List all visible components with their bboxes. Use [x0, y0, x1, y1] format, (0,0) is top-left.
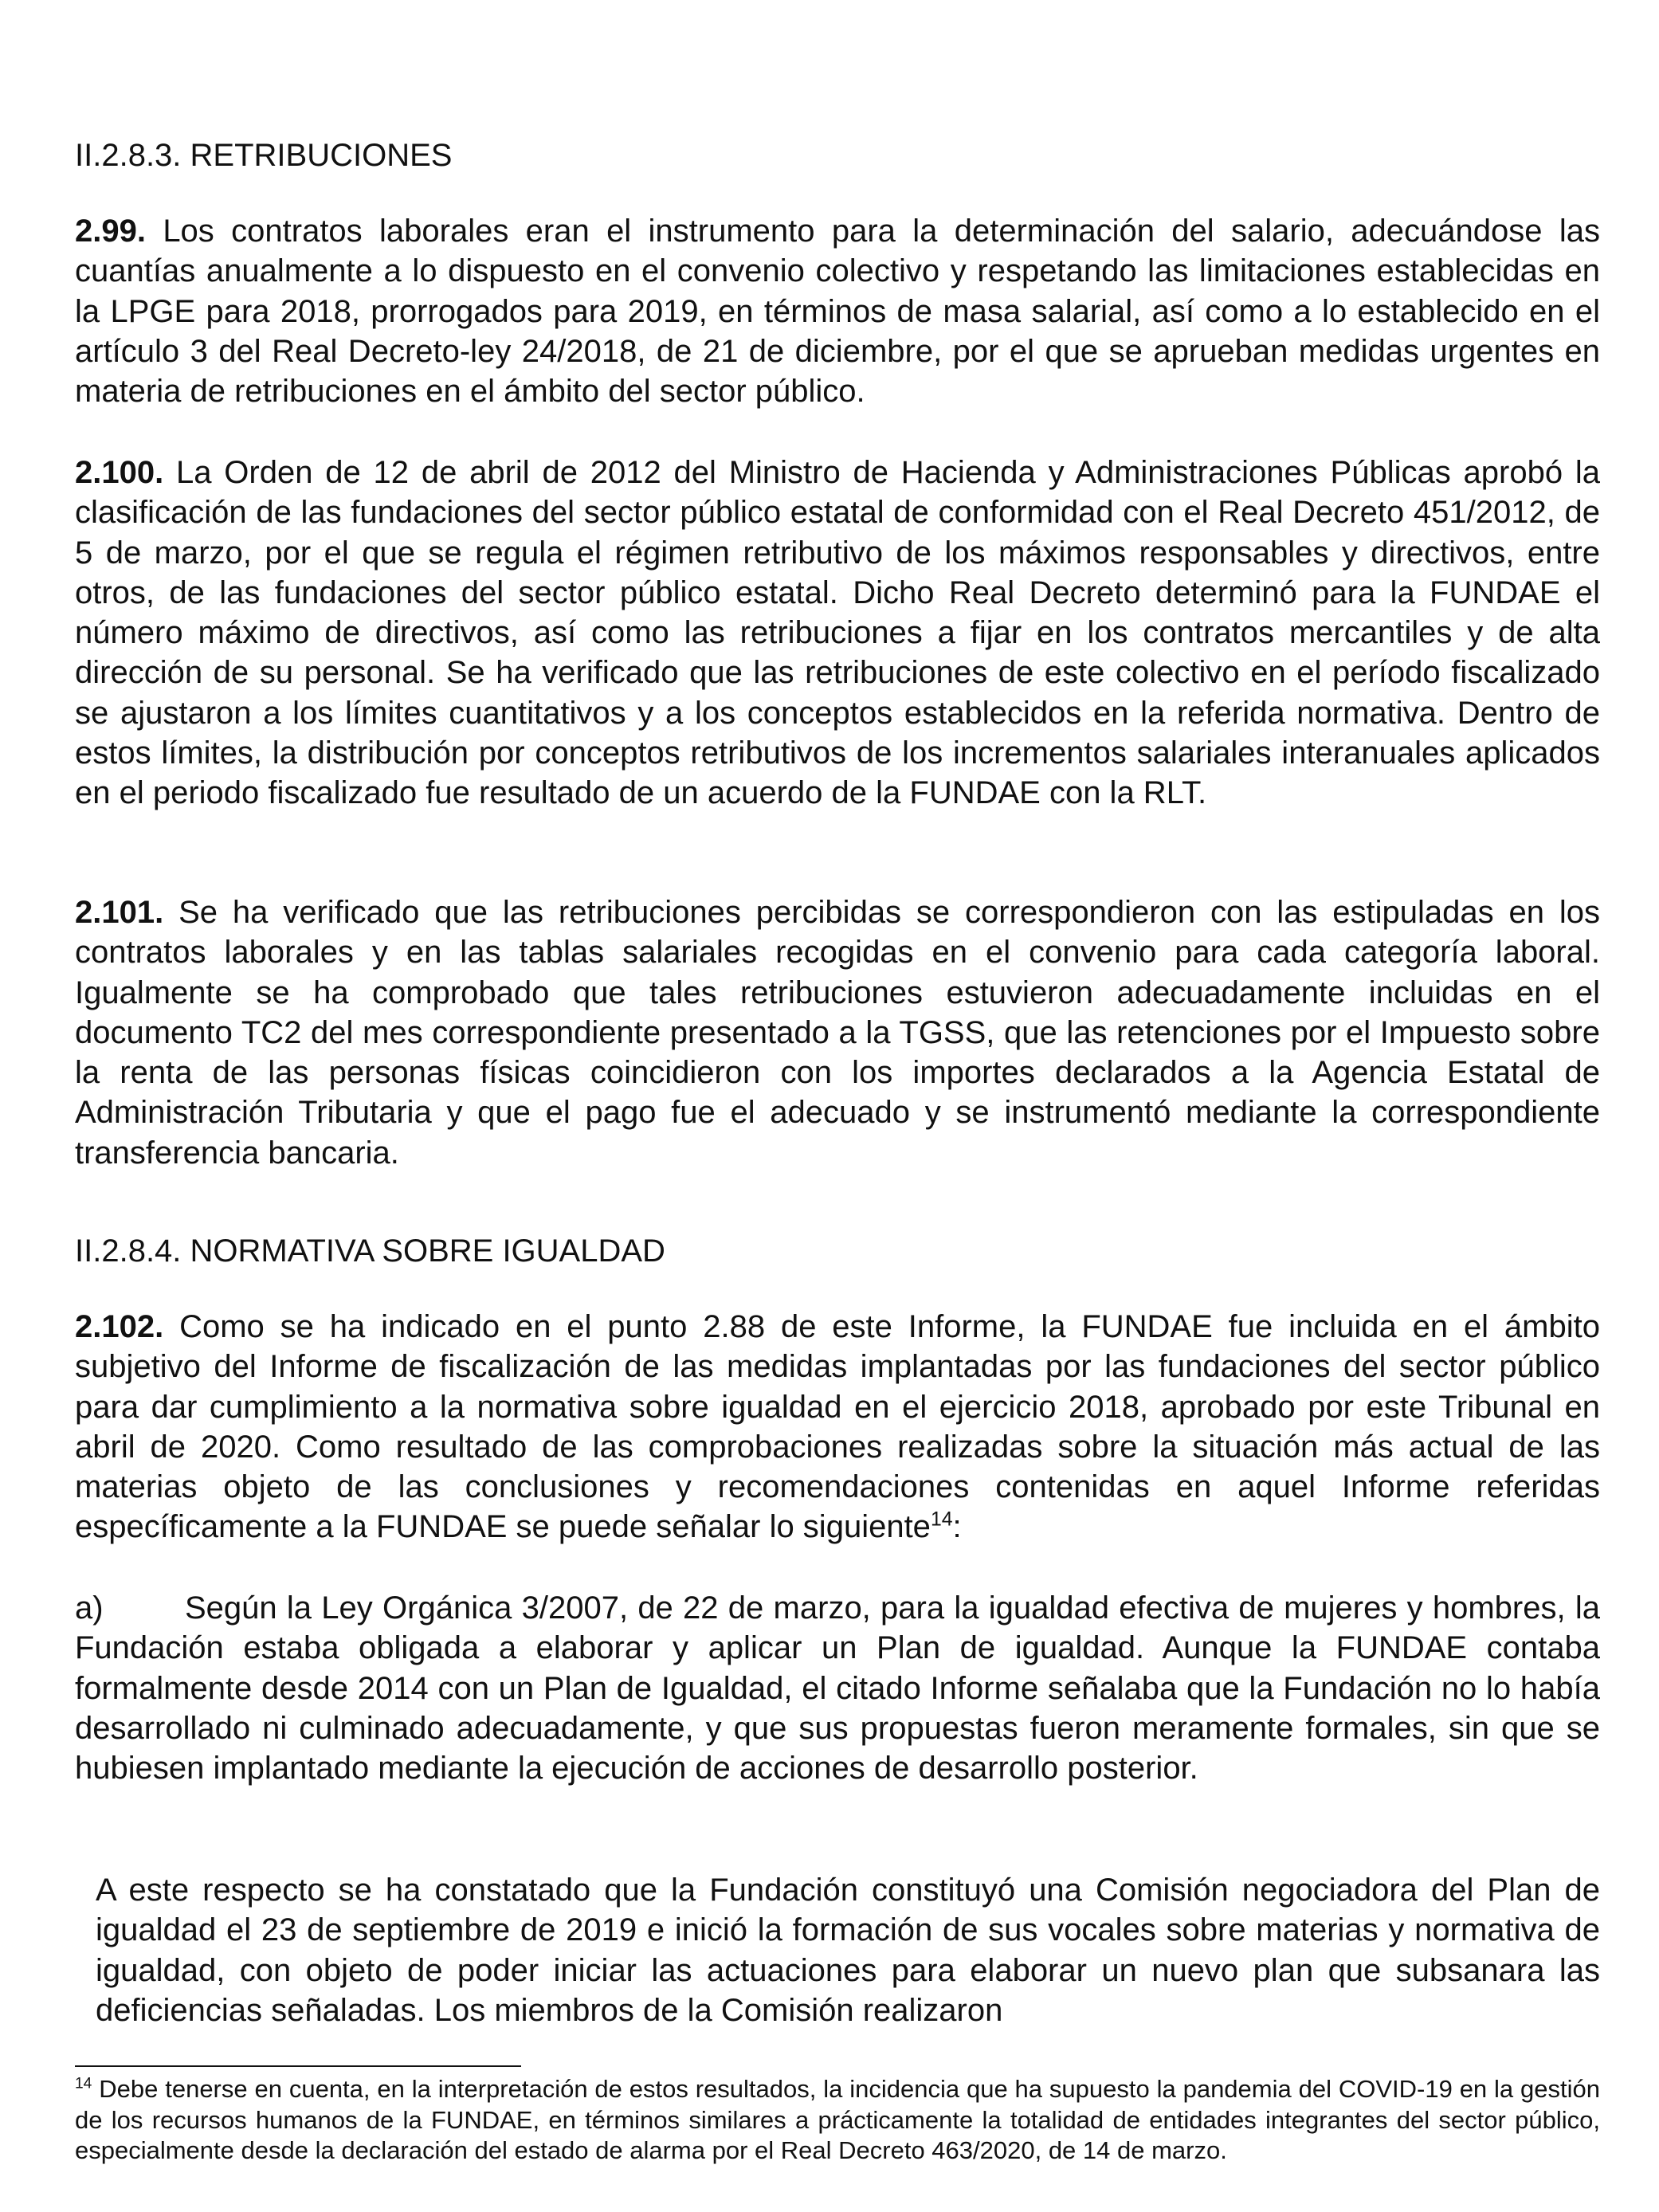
list-item-a-continuation: A este respecto se ha constatado que la Fundación constituyó una Comisión negociadora del Plan de igualdad el 23 de septiembre de 2019 e inició la formación de sus vocales sobre materias y normativa de igualdad, con objeto de poder iniciar las actuaciones para elaborar un nuevo plan que subsanara las deficiencias señaladas. Los miembros de la Comisión realizaron	[96, 1873, 1600, 2028]
paragraph-number: 2.101.	[75, 895, 164, 930]
footnote-number: 14	[75, 2075, 92, 2092]
list-item-letter: a)	[75, 1590, 104, 1626]
section-heading-igualdad: II.2.8.4. NORMATIVA SOBRE IGUALDAD	[75, 1233, 665, 1269]
footnote	[75, 2074, 1600, 2167]
paragraph-number: 2.99.	[75, 214, 146, 249]
list-item-text: Según la Ley Orgánica 3/2007, de 22 de marzo, para la igualdad efectiva de mujeres y hombres, la Fundación estaba obligada a elaborar y aplicar un Plan de igualdad. Aunque la FUNDAE contaba formalmente desde 2014 con un Plan de Igualdad, el citado Informe señalaba que la Fundación no lo había desarrollado ni culminado adecuadamente, y que sus propuestas fueron meramente formales, sin que se hubiesen implantado mediante la ejecución de acciones de desarrollo posterior.	[75, 1590, 1600, 1786]
paragraph-2-102	[75, 1307, 1600, 1547]
paragraph-2-99	[75, 211, 1600, 411]
section-heading-retribuciones: II.2.8.3. RETRIBUCIONES	[75, 138, 453, 173]
paragraph-number: 2.100.	[75, 455, 164, 490]
footnote-reference: 14	[930, 1509, 953, 1532]
footnote-separator	[75, 2065, 521, 2067]
paragraph-text: La Orden de 12 de abril de 2012 del Ministro de Hacienda y Administraciones Públicas aprobó la clasificación de las fundaciones del sector público estatal de conformidad con el Real Decreto 451/2012, de 5 de marzo, por el que se regula el régimen retributivo de los máximos responsables y directivos, entre otros, de las fundaciones del sector público estatal. Dicho Real Decreto determinó para la FUNDAE el número máximo de directivos, así como las retribuciones a fijar en los contratos mercantiles y de alta dirección de su personal. Se ha verificado que las retribuciones de este colectivo en el período fiscalizado se ajustaron a los límites cuantitativos y a los conceptos establecidos en la referida normativa. Dentro de estos límites, la distribución por conceptos retributivos de los incrementos salariales interanuales aplicados en el periodo fiscalizado fue resultado de un acuerdo de la FUNDAE con la RLT.	[75, 455, 1600, 811]
footnote-text: Debe tenerse en cuenta, en la interpretación de estos resultados, la incidencia que ha supuesto la pandemia del COVID-19 en la gestión de los recursos humanos de la FUNDAE, en términos similares a prácticamente la totalidad de entidades integrantes del sector público, especialmente desde la declaración del estado de alarma por el Real Decreto 463/2020, de 14 de marzo.	[75, 2075, 1600, 2164]
paragraph-number: 2.102.	[75, 1309, 164, 1344]
paragraph-text: Los contratos laborales eran el instrumento para la determinación del salario, adecuándose las cuantías anualmente a lo dispuesto en el convenio colectivo y respetando las limitaciones establecidas en la LPGE para 2018, prorrogados para 2019, en términos de masa salarial, así como a lo establecido en el artículo 3 del Real Decreto-ley 24/2018, de 21 de diciembre, por el que se aprueban medidas urgentes en materia de retribuciones en el ámbito del sector público.	[75, 214, 1600, 410]
paragraph-text: Como se ha indicado en el punto 2.88 de este Informe, la FUNDAE fue incluida en el ámbito subjetivo del Informe de fiscalización de las medidas implantadas por las fundaciones del sector público para dar cumplimiento a la normativa sobre igualdad en el ejercicio 2018, aprobado por este Tribunal en abril de 2020. Como resultado de las comprobaciones realizadas sobre la situación más actual de las materias objeto de las conclusiones y recomendaciones contenidas en aquel Informe referidas específicamente a la FUNDAE se puede señalar lo siguiente	[75, 1309, 1600, 1545]
list-item-a	[75, 1588, 1600, 1788]
paragraph-text: Se ha verificado que las retribuciones percibidas se correspondieron con las estipuladas en los contratos laborales y en las tablas salariales recogidas en el convenio para cada categoría laboral. Igualmente se ha comprobado que tales retribuciones estuvieron adecuadamente incluidas en el documento TC2 del mes correspondiente presentado a la TGSS, que las retenciones por el Impuesto sobre la renta de las personas físicas coincidieron con los importes declarados a la Agencia Estatal de Administración Tributaria y que el pago fue el adecuado y se instrumentó mediante la correspondiente transferencia bancaria.	[75, 895, 1601, 1171]
paragraph-2-100	[75, 453, 1600, 814]
paragraph-2-101	[75, 892, 1600, 1173]
paragraph-tail: :	[952, 1509, 962, 1545]
